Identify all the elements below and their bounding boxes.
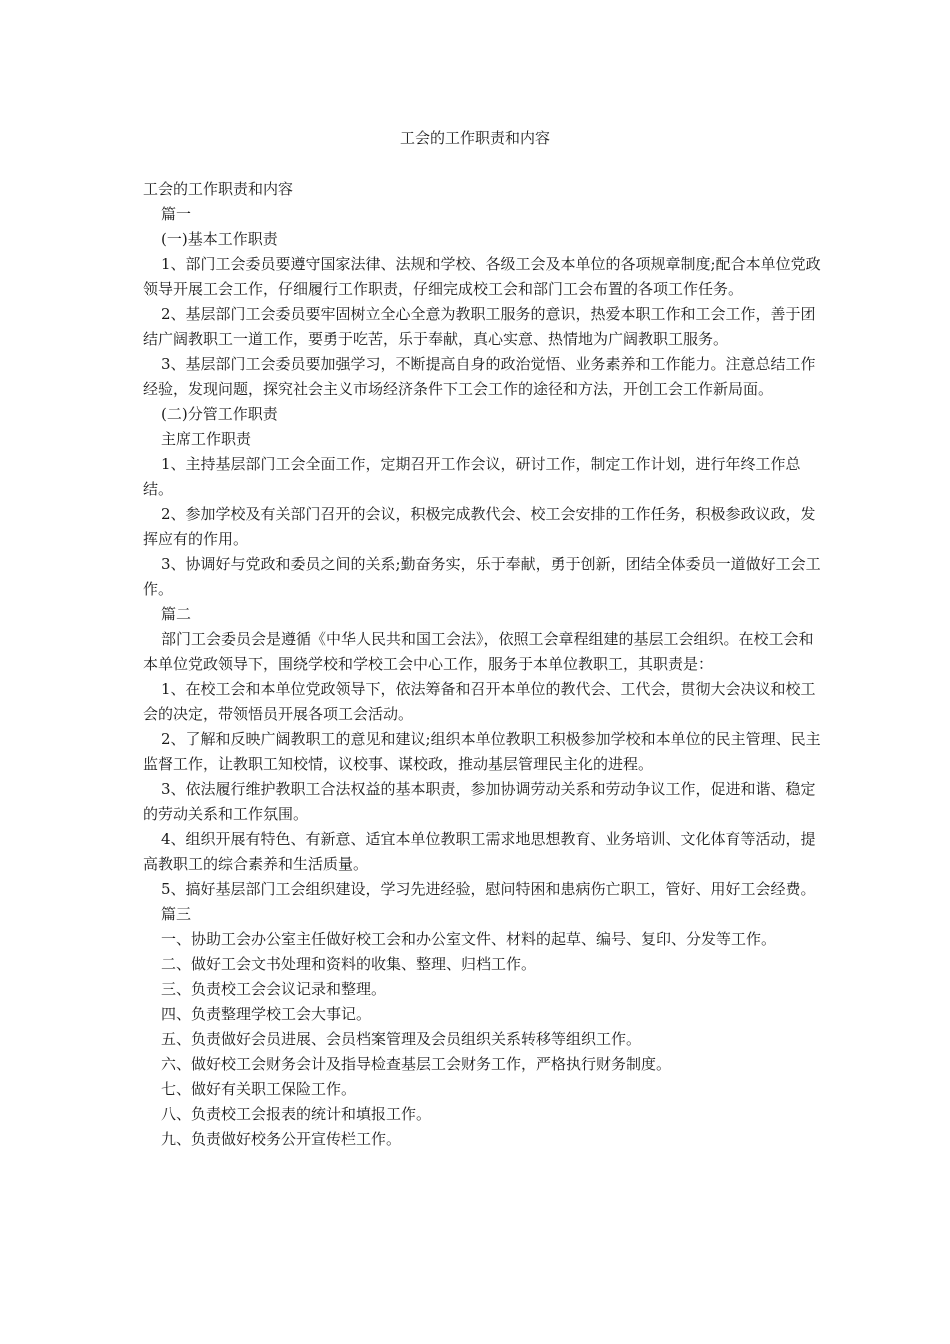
paragraph: 工会的工作职责和内容 — [143, 180, 294, 198]
paragraph: 七、做好有关职工保险工作。 — [161, 1080, 357, 1098]
paragraph: 主席工作职责 — [161, 430, 252, 448]
paragraph: 2、了解和反映广阔教职工的意见和建议;组织本单位教职工积极参加学校和本单位的民主管理、民主监督工作，让教职工知校情，议校事、谋校政，推动基层管理民主化的进程。 — [143, 730, 821, 773]
paragraph: 1、部门工会委员要遵守国家法律、法规和学校、各级工会及本单位的各项规章制度;配合本单位党政领导开展工会工作，仔细履行工作职责，仔细完成校工会和部门工会布置的各项工作任务。 — [143, 255, 821, 298]
paragraph: (二)分管工作职责 — [161, 405, 278, 423]
paragraph: 一、协助工会办公室主任做好校工会和办公室文件、材料的起草、编号、复印、分发等工作。 — [161, 930, 777, 948]
paragraph: 3、基层部门工会委员要加强学习，不断提高自身的政治觉悟、业务素养和工作能力。注意总结工作经验，发现问题，探究社会主义市场经济条件下工会工作的途径和方法，开创工会工作新局面。 — [143, 355, 816, 398]
paragraph: 篇三 — [161, 905, 192, 923]
paragraph: 2、基层部门工会委员要牢固树立全心全意为教职工服务的意识，热爱本职工作和工会工作，善于团结广阔教职工一道工作，要勇于吃苦，乐于奉献，真心实意、热情地为广阔教职工服务。 — [143, 305, 816, 348]
paragraph: 2、参加学校及有关部门召开的会议，积极完成教代会、校工会安排的工作任务，积极参政议政，发挥应有的作用。 — [143, 505, 816, 548]
paragraph: (一)基本工作职责 — [161, 230, 278, 248]
paragraph: 3、依法履行维护教职工合法权益的基本职责，参加协调劳动关系和劳动争议工作，促进和谐、稳定的劳动关系和工作氛围。 — [143, 780, 816, 823]
paragraph: 3、协调好与党政和委员之间的关系;勤奋务实，乐于奉献，勇于创新，团结全体委员一道做好工会工作。 — [143, 555, 821, 598]
paragraph: 篇二 — [161, 605, 192, 623]
paragraph: 部门工会委员会是遵循《中华人民共和国工会法》，依照工会章程组建的基层工会组织。在校工会和本单位党政领导下，围绕学校和学校工会中心工作，服务于本单位教职工，其职责是： — [143, 630, 814, 673]
document-body — [143, 177, 823, 1152]
paragraph: 四、负责整理学校工会大事记。 — [161, 1005, 372, 1023]
paragraph: 5、搞好基层部门工会组织建设，学习先进经验，慰问特困和患病伤亡职工，管好、用好工会经费。 — [161, 880, 816, 898]
paragraph: 4、组织开展有特色、有新意、适宜本单位教职工需求地思想教育、业务培训、文化体育等活动，提高教职工的综合素养和生活质量。 — [143, 830, 816, 873]
paragraph: 三、负责校工会会议记录和整理。 — [161, 980, 387, 998]
paragraph: 二、做好工会文书处理和资料的收集、整理、归档工作。 — [161, 955, 537, 973]
paragraph: 九、负责做好校务公开宣传栏工作。 — [161, 1130, 402, 1148]
paragraph: 篇一 — [161, 205, 192, 223]
paragraph: 六、做好校工会财务会计及指导检查基层工会财务工作，严格执行财务制度。 — [161, 1055, 672, 1073]
document-title: 工会的工作职责和内容 — [399, 129, 550, 147]
paragraph: 八、负责校工会报表的统计和填报工作。 — [161, 1105, 432, 1123]
paragraph: 五、负责做好会员进展、会员档案管理及会员组织关系转移等组织工作。 — [161, 1030, 642, 1048]
paragraph: 1、在校工会和本单位党政领导下，依法筹备和召开本单位的教代会、工代会，贯彻大会决议和校工会的决定，带领悟员开展各项工会活动。 — [143, 680, 816, 723]
paragraph: 1、主持基层部门工会全面工作，定期召开工作会议，研讨工作，制定工作计划，进行年终工作总结。 — [143, 455, 801, 498]
